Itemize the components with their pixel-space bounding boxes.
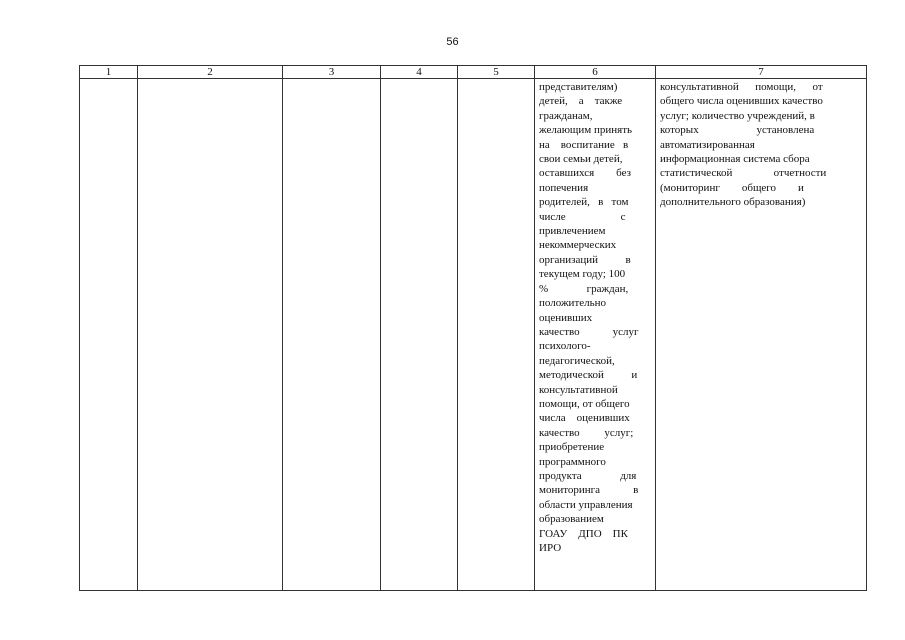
- cell-text-line: методической и: [539, 369, 638, 382]
- column-header-3: 3: [283, 66, 381, 79]
- column-header-6: 6: [535, 66, 656, 79]
- header-row: [80, 66, 867, 79]
- cell-text-line: педагогической,: [539, 354, 615, 367]
- cell-text-line: положительно: [539, 297, 607, 310]
- cell-text-line: организаций в: [539, 253, 631, 266]
- cell-col-3: [283, 79, 381, 591]
- data-table: [79, 65, 867, 591]
- cell-text-line: консультативной: [539, 383, 618, 396]
- cell-text-line: желающим принять: [539, 124, 633, 137]
- cell-text-line: программного: [539, 455, 606, 468]
- cell-text-line: оставшихся без: [539, 167, 631, 180]
- table-row: [80, 79, 867, 591]
- page-number: 56: [446, 36, 459, 48]
- cell-text-line: привлечением: [539, 225, 606, 238]
- cell-text-line: дополнительного образования): [660, 196, 806, 209]
- cell-col-4: [381, 79, 458, 591]
- cell-col-6: [535, 79, 656, 591]
- cell-text-line: текущем году; 100: [539, 268, 626, 281]
- column-header-1: 1: [80, 66, 138, 79]
- cell-text-line: статистической отчетности: [660, 167, 827, 180]
- cell-text-line: на воспитание в: [539, 138, 629, 151]
- cell-text-line: некоммерческих: [539, 239, 617, 252]
- cell-col-2: [138, 79, 283, 591]
- cell-text-line: услуг; количество учреждений, в: [660, 109, 815, 122]
- cell-text-line: родителей, в том: [539, 196, 629, 209]
- cell-text-line: общего числа оценивших качество: [660, 95, 823, 108]
- cell-text-line: числе с: [539, 210, 626, 223]
- cell-text-line: свои семьи детей,: [539, 153, 623, 166]
- cell-text-line: оценивших: [539, 311, 593, 324]
- cell-col-7: [656, 79, 867, 591]
- cell-text-line: представителям): [539, 81, 618, 93]
- cell-text-line: числа оценивших: [539, 412, 630, 425]
- cell-col-7-text: [656, 79, 866, 210]
- cell-text-line: качество услуг: [539, 325, 639, 338]
- column-header-2: 2: [138, 66, 283, 79]
- cell-text-line: гражданам,: [539, 109, 593, 122]
- cell-text-line: мониторинга в: [539, 484, 639, 497]
- cell-text-line: продукта для: [539, 469, 637, 482]
- column-header-7: 7: [656, 66, 867, 79]
- cell-text-line: качество услуг;: [539, 426, 634, 439]
- cell-col-5: [458, 79, 535, 591]
- cell-col-6-text: [535, 79, 655, 555]
- cell-col-1: [80, 79, 138, 591]
- cell-text-line: % граждан,: [539, 282, 629, 295]
- cell-text-line: детей, а также: [539, 95, 623, 108]
- column-header-5: 5: [458, 66, 535, 79]
- cell-text-line: консультативной помощи, от: [660, 81, 823, 93]
- cell-text-line: которых установлена: [660, 124, 815, 137]
- cell-text-line: попечения: [539, 181, 589, 194]
- column-header-4: 4: [381, 66, 458, 79]
- cell-text-line: ИРО: [539, 542, 562, 554]
- cell-text-line: (мониторинг общего и: [660, 181, 804, 194]
- cell-text-line: образованием: [539, 513, 604, 526]
- cell-text-line: автоматизированная: [660, 138, 755, 151]
- cell-text-line: информационная система сбора: [660, 153, 810, 166]
- cell-text-line: помощи, от общего: [539, 397, 630, 410]
- cell-text-line: приобретение: [539, 441, 605, 454]
- cell-text-line: психолого-: [539, 340, 591, 353]
- cell-text-line: ГОАУ ДПО ПК: [539, 527, 628, 540]
- cell-text-line: области управления: [539, 498, 633, 511]
